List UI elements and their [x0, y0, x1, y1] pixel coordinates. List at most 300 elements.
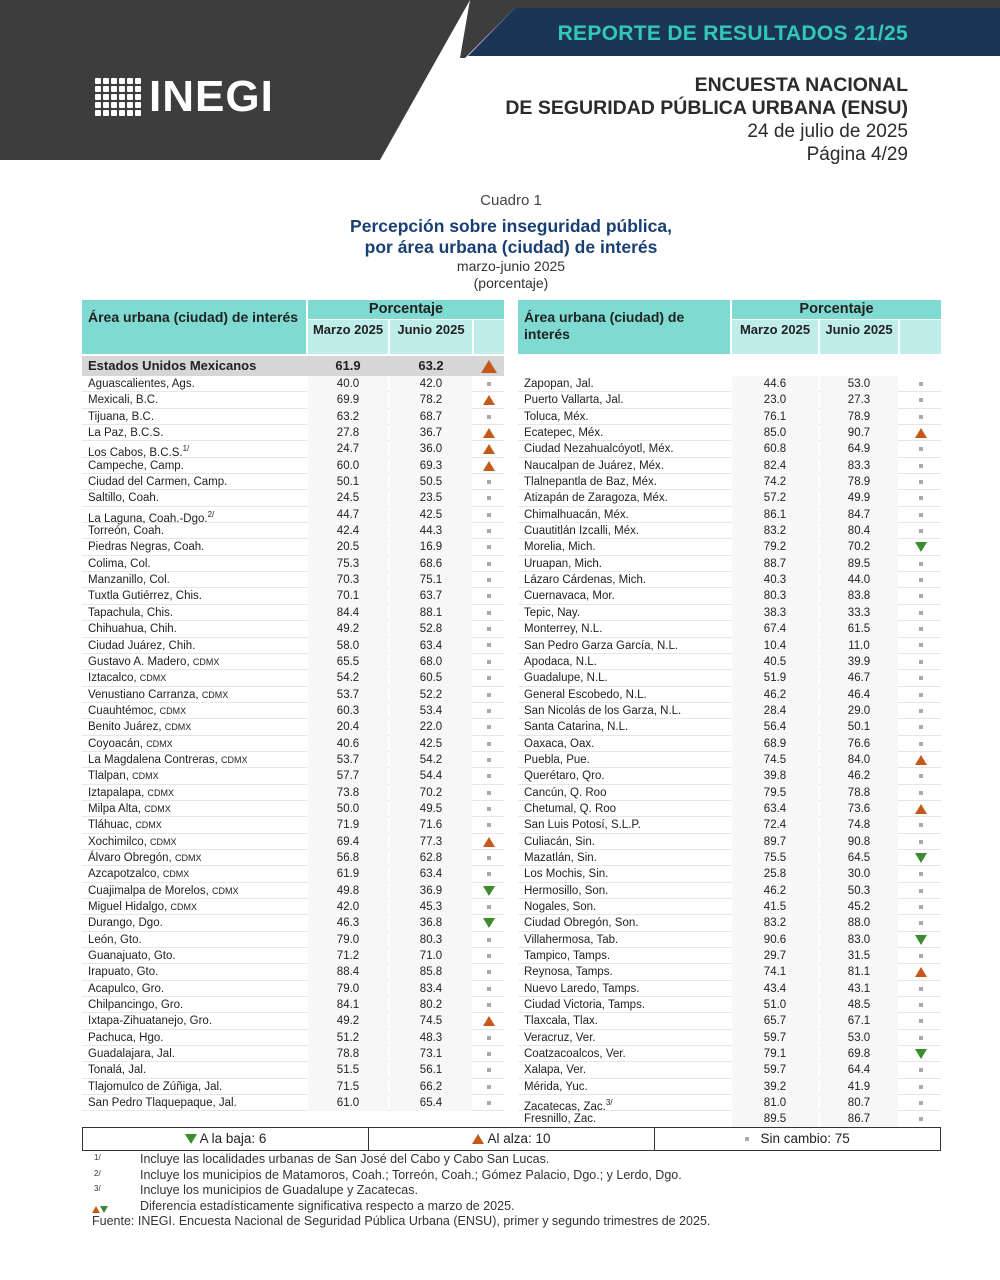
no-change-icon — [487, 594, 491, 598]
no-change-icon — [487, 774, 491, 778]
change-indicator — [474, 768, 504, 784]
change-indicator — [474, 883, 504, 899]
row-name — [524, 1062, 586, 1078]
row-junio: 73.1 — [419, 1048, 443, 1061]
row-name — [524, 425, 603, 441]
col-group-header: Porcentaje — [732, 300, 941, 319]
row-name-text: Álvaro Obregón, — [88, 851, 172, 864]
survey-title-1: ENCUESTA NACIONAL — [694, 74, 908, 96]
legend — [82, 1127, 941, 1151]
row-junio: 46.2 — [847, 770, 871, 783]
row-marzo: 75.5 — [763, 851, 787, 864]
change-indicator — [474, 866, 504, 882]
down-arrow-icon — [915, 1049, 927, 1059]
up-arrow-icon — [915, 428, 927, 438]
row-name-text: Reynosa, Tamps. — [524, 966, 613, 979]
table-row — [82, 490, 504, 506]
row-name-text: Cancún, Q. Roo — [524, 786, 607, 799]
row-name — [524, 376, 594, 392]
survey-info — [505, 74, 908, 166]
row-name — [88, 474, 227, 490]
legend-down — [83, 1128, 369, 1150]
no-change-icon — [487, 627, 491, 631]
table-row — [518, 752, 941, 768]
row-marzo: 79.0 — [336, 982, 360, 995]
change-indicator — [900, 981, 941, 997]
no-change-icon — [487, 938, 491, 942]
row-junio: 27.3 — [847, 394, 871, 407]
row-name — [524, 474, 657, 490]
table-row — [518, 883, 941, 899]
row-name — [88, 932, 142, 948]
no-change-icon — [919, 578, 923, 582]
row-marzo: 83.2 — [763, 525, 787, 538]
change-indicator — [474, 997, 504, 1013]
row-name-text: Acapulco, Gro. — [88, 982, 165, 995]
change-indicator — [474, 817, 504, 833]
change-indicator — [474, 409, 504, 425]
row-marzo: 75.3 — [336, 557, 360, 570]
no-change-icon — [919, 496, 923, 500]
change-indicator — [900, 915, 941, 931]
row-marzo: 58.0 — [336, 639, 360, 652]
up-arrow-icon — [483, 395, 495, 405]
row-name — [524, 392, 624, 408]
down-arrow-icon — [483, 886, 495, 896]
survey-title-2: DE SEGURIDAD PÚBLICA URBANA (ENSU) — [505, 97, 908, 119]
no-change-icon — [919, 921, 923, 925]
row-tag: CDMX — [170, 902, 197, 912]
change-indicator — [474, 915, 504, 931]
row-junio: 76.6 — [847, 737, 871, 750]
col-junio-header: Junio 2025 — [390, 320, 472, 354]
row-marzo: 20.5 — [336, 541, 360, 554]
no-change-icon — [919, 1117, 923, 1121]
row-marzo: 51.9 — [763, 672, 787, 685]
row-marzo: 79.0 — [336, 933, 360, 946]
table-row — [82, 997, 504, 1013]
table-row — [518, 964, 941, 980]
row-marzo: 74.1 — [763, 966, 787, 979]
col-area-header: Área urbana (ciudad) de interés — [82, 300, 306, 354]
row-junio: 73.6 — [847, 802, 871, 815]
row-name — [88, 834, 177, 850]
no-change-icon — [919, 464, 923, 468]
row-name-text: La Magdalena Contreras, — [88, 753, 218, 766]
row-name — [524, 899, 596, 915]
legend-up — [369, 1128, 655, 1150]
source-note: Fuente: INEGI. Encuesta Nacional de Seguridad Pública Urbana (ENSU), primer y segundo trimestres de 2025. — [92, 1214, 711, 1228]
no-change-icon — [487, 513, 491, 517]
table-row — [518, 588, 941, 604]
up-arrow-icon — [483, 444, 495, 454]
no-change-icon — [487, 970, 491, 974]
row-name-text: Nuevo Laredo, Tamps. — [524, 982, 640, 995]
footnote-2 — [92, 1168, 710, 1184]
change-indicator — [474, 736, 504, 752]
no-change-icon — [919, 611, 923, 615]
table-row — [518, 670, 941, 686]
row-name — [524, 801, 616, 817]
change-indicator — [900, 752, 941, 768]
row-name — [524, 964, 613, 980]
row-junio: 45.3 — [419, 901, 443, 913]
no-change-icon — [487, 643, 491, 647]
change-indicator — [474, 932, 504, 948]
row-name-text: Miguel Hidalgo, — [88, 901, 168, 913]
row-name-text: Ciudad Obregón, Son. — [524, 917, 639, 930]
row-marzo: 76.1 — [763, 410, 787, 423]
row-name-text: Tlajomulco de Zúñiga, Jal. — [88, 1080, 223, 1093]
no-change-icon — [487, 611, 491, 615]
table-row — [82, 915, 504, 931]
row-junio: 42.5 — [419, 508, 443, 521]
row-marzo: 20.4 — [336, 721, 360, 734]
row-junio: 90.7 — [847, 427, 871, 440]
table-row — [518, 556, 941, 572]
table-row — [518, 1079, 941, 1095]
row-junio: 78.8 — [847, 786, 871, 799]
no-change-icon — [919, 693, 923, 697]
survey-date: 24 de julio de 2025 — [747, 121, 908, 142]
table-row — [82, 1046, 504, 1062]
row-marzo: 46.3 — [336, 917, 360, 930]
row-marzo: 89.5 — [763, 1113, 787, 1126]
row-name-text: San Pedro Garza García, N.L. — [524, 639, 679, 652]
table-row — [518, 785, 941, 801]
change-indicator — [900, 605, 941, 621]
change-indicator — [900, 997, 941, 1013]
row-name-text: Culiacán, Sin. — [524, 835, 595, 848]
row-marzo: 49.8 — [336, 884, 360, 897]
change-indicator — [474, 752, 504, 768]
table-row — [82, 474, 504, 490]
row-name — [88, 850, 201, 866]
table-row — [518, 392, 941, 408]
table-row — [82, 1030, 504, 1046]
table-row — [518, 425, 941, 441]
row-marzo: 82.4 — [763, 459, 787, 472]
row-name-text: Chetumal, Q. Roo — [524, 802, 617, 815]
row-marzo: 71.2 — [336, 950, 360, 963]
row-name — [524, 458, 664, 474]
row-name: Estados Unidos Mexicanos — [88, 358, 257, 373]
row-name — [524, 539, 596, 555]
row-name — [88, 948, 176, 964]
row-name — [88, 981, 164, 997]
change-indicator — [900, 687, 941, 703]
table-row — [82, 932, 504, 948]
row-marzo: 49.2 — [336, 1015, 360, 1028]
row-name — [524, 556, 602, 572]
no-change-icon — [487, 725, 491, 729]
change-indicator — [474, 948, 504, 964]
row-name-text: Irapuato, Gto. — [88, 966, 159, 979]
row-junio: 71.6 — [419, 819, 443, 832]
table-row — [518, 441, 941, 457]
row-junio: 71.0 — [419, 950, 443, 963]
up-arrow-icon — [483, 1016, 495, 1026]
table-header — [518, 300, 941, 354]
row-junio: 63.2 — [418, 358, 444, 373]
row-marzo: 84.4 — [336, 606, 360, 619]
row-name — [524, 719, 628, 735]
row-name-text: Querétaro, Qro. — [524, 770, 605, 783]
row-tag: CDMX — [135, 820, 162, 831]
change-indicator — [900, 588, 941, 604]
row-junio: 39.9 — [847, 655, 871, 668]
change-indicator — [474, 572, 504, 588]
row-name — [88, 490, 159, 506]
row-name — [88, 458, 184, 474]
table-row — [518, 474, 941, 490]
change-indicator — [900, 556, 941, 572]
row-name-text: San Luis Potosí, S.L.P. — [524, 819, 641, 832]
change-indicator — [900, 768, 941, 784]
row-name-text: Ciudad del Carmen, Camp. — [88, 476, 228, 489]
row-marzo: 78.8 — [336, 1048, 360, 1061]
row-marzo: 63.4 — [763, 802, 787, 815]
row-junio: 48.5 — [847, 999, 871, 1012]
row-junio: 66.2 — [419, 1080, 443, 1093]
row-name-text: Hermosillo, Son. — [524, 884, 609, 897]
table-row — [82, 719, 504, 735]
change-indicator — [474, 801, 504, 817]
row-marzo: 89.7 — [763, 835, 787, 848]
row-marzo: 60.0 — [336, 459, 360, 472]
row-junio: 42.5 — [419, 737, 443, 750]
inegi-logo — [95, 74, 274, 120]
row-junio: 36.7 — [419, 427, 443, 440]
row-junio: 89.5 — [847, 557, 871, 570]
row-junio: 86.7 — [847, 1113, 871, 1126]
row-name — [88, 719, 191, 735]
change-indicator — [474, 1062, 504, 1078]
row-junio: 36.0 — [419, 443, 443, 456]
row-name — [524, 915, 638, 931]
no-change-icon — [487, 872, 491, 876]
change-indicator — [900, 719, 941, 735]
row-footnote-mark: 1/ — [182, 444, 190, 454]
change-indicator — [474, 981, 504, 997]
row-name — [524, 866, 608, 882]
row-name — [524, 441, 674, 457]
row-name-text: Colima, Col. — [88, 557, 151, 570]
row-name-text: Los Cabos, B.C.S. — [88, 447, 183, 460]
row-marzo: 53.7 — [336, 688, 360, 701]
change-indicator — [900, 736, 941, 752]
change-indicator — [474, 670, 504, 686]
row-marzo: 51.0 — [763, 999, 787, 1012]
no-change-icon — [487, 1003, 491, 1007]
no-change-icon — [919, 594, 923, 598]
row-junio: 80.4 — [847, 525, 871, 538]
change-indicator — [474, 1095, 504, 1111]
row-junio: 56.1 — [419, 1064, 443, 1077]
logo-dots-icon — [95, 78, 141, 116]
row-name — [88, 409, 154, 425]
row-name-text: Puebla, Pue. — [524, 753, 590, 766]
row-name-text: Tuxtla Gutiérrez, Chis. — [88, 590, 202, 603]
row-name — [88, 736, 173, 752]
table-row — [518, 605, 941, 621]
row-junio: 52.8 — [419, 623, 443, 636]
row-name — [524, 490, 668, 506]
table-row — [518, 866, 941, 882]
footnote-text: Incluye los municipios de Guadalupe y Zacatecas. — [140, 1183, 418, 1197]
no-change-icon — [919, 480, 923, 484]
row-name — [524, 703, 681, 719]
change-indicator — [900, 458, 941, 474]
row-junio: 68.0 — [419, 655, 443, 668]
row-name — [524, 850, 597, 866]
no-change-icon — [487, 856, 491, 860]
table-row — [82, 899, 504, 915]
table-row — [82, 736, 504, 752]
row-name-text: Chimalhuacán, Méx. — [524, 508, 629, 521]
row-name-text: Monterrey, N.L. — [524, 623, 603, 636]
row-name-text: Tlaxcala, Tlax. — [524, 1015, 598, 1028]
change-indicator — [900, 539, 941, 555]
row-marzo: 60.3 — [336, 704, 360, 717]
row-name-text: Fresnillo, Zac. — [524, 1113, 597, 1126]
row-name-text: Mérida, Yuc. — [524, 1080, 588, 1093]
row-name — [524, 883, 608, 899]
change-indicator — [900, 850, 941, 866]
row-marzo: 25.8 — [763, 868, 787, 881]
row-name — [524, 834, 595, 850]
row-marzo: 80.3 — [763, 590, 787, 603]
row-junio: 84.7 — [847, 508, 871, 521]
change-indicator — [474, 834, 504, 850]
row-name — [524, 409, 589, 425]
table-row — [82, 392, 504, 408]
change-indicator — [900, 1013, 941, 1029]
table-row — [518, 768, 941, 784]
change-indicator — [474, 1046, 504, 1062]
no-change-icon — [919, 660, 923, 664]
change-indicator — [900, 817, 941, 833]
row-name — [524, 1046, 626, 1062]
row-marzo: 59.7 — [763, 1064, 787, 1077]
no-change-icon — [487, 545, 491, 549]
row-junio: 49.9 — [847, 492, 871, 505]
row-marzo: 39.8 — [763, 770, 787, 783]
row-name-text: Xochimilco, — [88, 835, 147, 848]
row-tag: CDMX — [212, 885, 239, 896]
table-row — [82, 409, 504, 425]
change-indicator — [900, 1111, 941, 1127]
table-title-line2: por área urbana (ciudad) de interés — [364, 237, 658, 257]
row-footnote-mark: 2/ — [207, 509, 215, 519]
row-junio: 74.8 — [847, 819, 871, 832]
no-change-icon — [919, 415, 923, 419]
row-marzo: 61.0 — [336, 1097, 360, 1110]
row-marzo: 57.2 — [763, 492, 787, 505]
row-marzo: 71.5 — [336, 1080, 360, 1093]
row-tag: CDMX — [147, 787, 174, 798]
row-marzo: 69.9 — [336, 394, 360, 407]
change-indicator — [900, 441, 941, 457]
up-arrow-icon — [915, 804, 927, 814]
row-tag: CDMX — [220, 754, 248, 765]
table-row — [518, 539, 941, 555]
table-row — [82, 801, 504, 817]
change-indicator — [474, 1013, 504, 1029]
change-indicator — [900, 883, 941, 899]
table-row — [82, 654, 504, 670]
rows-right — [518, 376, 941, 1128]
row-name-text: Guadalajara, Jal. — [88, 1048, 175, 1061]
row-name-text: Durango, Dgo. — [88, 917, 163, 930]
row-name-text: Mazatlán, Sin. — [524, 851, 597, 864]
table-row — [518, 572, 941, 588]
row-marzo: 84.1 — [336, 999, 360, 1012]
row-marzo: 44.7 — [336, 508, 360, 521]
row-name-text: La Paz, B.C.S. — [88, 427, 164, 440]
no-change-icon — [919, 954, 923, 958]
table-row — [82, 703, 504, 719]
row-name-text: Chilpancingo, Gro. — [88, 999, 184, 1012]
table-row — [518, 736, 941, 752]
table-row — [518, 899, 941, 915]
row-marzo: 72.4 — [763, 819, 787, 832]
change-indicator — [474, 654, 504, 670]
no-change-icon — [487, 758, 491, 762]
change-indicator — [900, 409, 941, 425]
table-row — [518, 932, 941, 948]
no-change-icon — [487, 1068, 491, 1072]
table-row — [82, 507, 504, 523]
row-name — [88, 1062, 146, 1078]
row-name — [88, 899, 197, 915]
col-junio-header: Junio 2025 — [820, 320, 898, 354]
row-name — [524, 768, 605, 784]
table-row — [518, 850, 941, 866]
row-name — [524, 572, 646, 588]
table-row — [518, 834, 941, 850]
up-arrow-icon — [472, 1134, 484, 1144]
row-marzo: 74.5 — [763, 753, 787, 766]
row-junio: 36.9 — [419, 884, 443, 897]
row-junio: 50.1 — [847, 721, 871, 734]
row-name-text: Mexicali, B.C. — [88, 394, 159, 407]
row-junio: 70.2 — [419, 786, 443, 799]
row-name-text: Cuauhtémoc, — [88, 704, 157, 717]
row-name — [88, 670, 166, 686]
row-junio: 78.2 — [419, 394, 443, 407]
row-name-text: Torreón, Coah. — [88, 525, 165, 538]
row-junio: 70.2 — [847, 541, 871, 554]
row-marzo: 79.5 — [763, 786, 787, 799]
row-marzo: 59.7 — [763, 1031, 787, 1044]
change-indicator — [474, 474, 504, 490]
table-row — [82, 768, 504, 784]
change-indicator — [474, 539, 504, 555]
no-change-icon — [487, 1101, 491, 1105]
change-indicator — [474, 507, 504, 523]
table-row — [82, 376, 504, 392]
table-row — [82, 850, 504, 866]
row-name-text: Guadalupe, N.L. — [524, 672, 608, 685]
row-name — [88, 1079, 222, 1095]
row-marzo: 56.4 — [763, 721, 787, 734]
row-name-text: Guanajuato, Gto. — [88, 950, 176, 963]
row-marzo: 88.7 — [763, 557, 787, 570]
change-indicator — [900, 1030, 941, 1046]
change-indicator — [900, 1062, 941, 1078]
row-name-text: General Escobedo, N.L. — [524, 688, 647, 701]
